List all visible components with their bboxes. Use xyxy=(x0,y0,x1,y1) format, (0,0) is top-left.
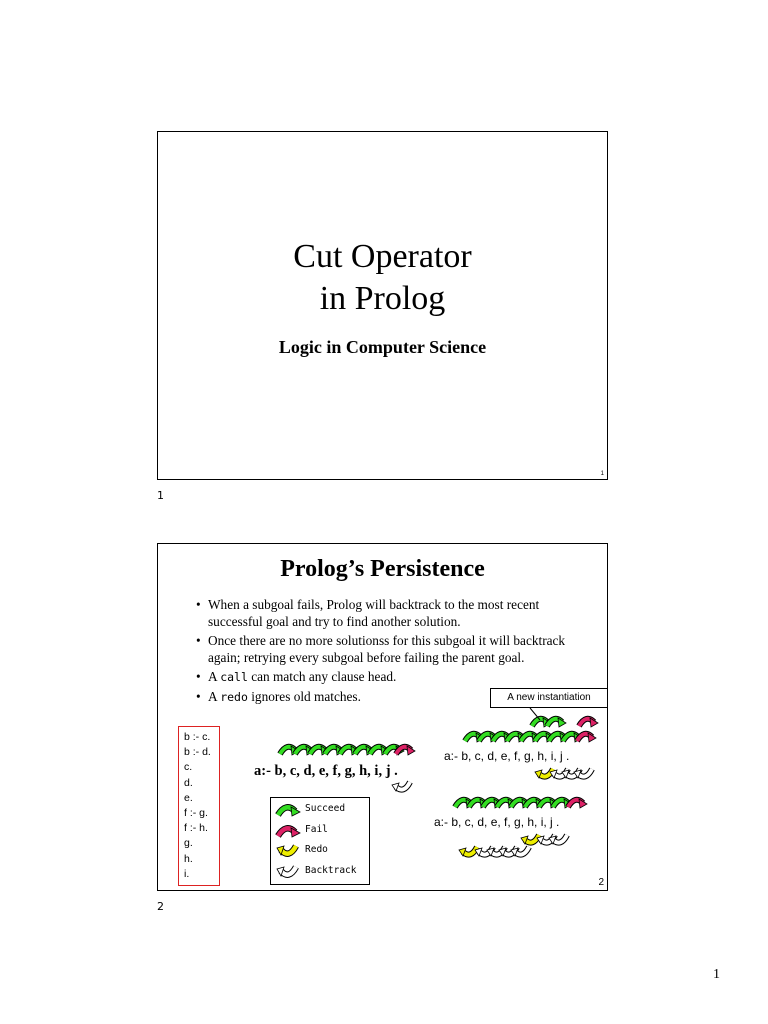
succeed-arrow-icon xyxy=(553,799,572,808)
clause-list xyxy=(178,726,220,886)
clause-line: e. xyxy=(184,791,193,804)
succeed-arrow-icon xyxy=(479,733,498,742)
succeed-arrow-icon xyxy=(493,733,512,742)
clause-line: b :- c. xyxy=(184,731,211,743)
succeed-arrow-icon xyxy=(535,733,554,742)
bullet-item xyxy=(196,669,566,686)
slide-2-title: Prolog’s Persistence xyxy=(280,556,485,582)
bullet-item xyxy=(196,597,566,630)
clause-line: i. xyxy=(184,867,190,880)
succeed-arrow-icon xyxy=(483,799,502,808)
succeed-arrow-icon xyxy=(370,746,389,755)
legend-backtrack-label: Backtrack xyxy=(305,865,357,876)
legend-fail-label: Fail xyxy=(305,824,328,835)
bullet-text: When a subgoal fails, Prolog will backtrack to the most recent successful goal and try to find another solution. xyxy=(208,597,540,629)
succeed-arrow-icon xyxy=(511,799,530,808)
backtrack-arrow-icon xyxy=(511,847,529,856)
redo-arrow-icon xyxy=(275,842,301,860)
fail-arrow-icon xyxy=(396,746,415,755)
slide-2-label: 2 xyxy=(157,900,164,913)
succeed-arrow-icon xyxy=(385,746,404,755)
succeed-arrow-icon xyxy=(275,801,301,819)
bullet-code: redo xyxy=(220,689,248,704)
succeed-arrow-icon xyxy=(465,733,484,742)
legend-succeed-label: Succeed xyxy=(305,803,346,814)
succeed-arrow-icon xyxy=(532,718,551,727)
succeed-arrow-icon xyxy=(547,718,566,727)
backtrack-arrow-icon xyxy=(499,847,517,856)
fail-arrow-icon xyxy=(568,799,587,808)
succeed-arrow-icon xyxy=(469,799,488,808)
goal-main: a:- b, c, d, e, f, g, h, i, j . xyxy=(254,763,398,779)
goal-right-top: a:- b, c, d, e, f, g, h, i, j . xyxy=(444,749,570,763)
slide-1 xyxy=(157,131,608,480)
backtrack-arrow-icon xyxy=(487,847,505,856)
slide-1-title-line-1: Cut Operator xyxy=(293,238,472,275)
backtrack-arrow-icon xyxy=(562,769,580,778)
succeed-arrow-icon xyxy=(497,799,516,808)
clause-line: c. xyxy=(184,761,193,774)
backtrack-arrow-icon xyxy=(537,835,555,844)
bullet-text: Once there are no more solutionss for this subgoal it will backtrack again; retrying every subgoal before failing the parent goal. xyxy=(208,633,566,665)
legend xyxy=(270,797,370,885)
succeed-arrow-icon xyxy=(280,746,299,755)
fail-arrow-icon xyxy=(579,718,598,727)
bullet-text-post: ignores old matches. xyxy=(247,688,361,704)
slide-1-title-line-2: in Prolog xyxy=(319,280,446,317)
redo-arrow-icon xyxy=(459,847,477,856)
succeed-arrow-icon xyxy=(563,733,582,742)
goal-right-bottom: a:- b, c, d, e, f, g, h, i, j . xyxy=(434,815,560,829)
callout-new-instantiation: A new instantiation xyxy=(490,688,608,708)
succeed-arrow-icon xyxy=(521,733,540,742)
succeed-arrow-icon xyxy=(325,746,344,755)
fail-arrow-icon xyxy=(275,822,301,840)
backtrack-arrow-icon xyxy=(574,769,592,778)
clause-line: h. xyxy=(184,852,193,865)
clause-line: g. xyxy=(184,837,193,850)
bullet-text-pre: A xyxy=(208,669,221,684)
slide-1-label: 1 xyxy=(157,489,164,502)
legend-redo-label: Redo xyxy=(305,844,328,855)
slide-1-number: 1 xyxy=(600,471,604,477)
clause-line: f :- g. xyxy=(184,807,208,820)
succeed-arrow-icon xyxy=(355,746,374,755)
redo-arrow-icon xyxy=(535,769,553,778)
bullet-text-post: can match any clause head. xyxy=(247,669,397,684)
succeed-arrow-icon xyxy=(340,746,359,755)
succeed-arrow-icon xyxy=(507,733,526,742)
bullet-text-pre: A xyxy=(208,688,221,704)
slide-2 xyxy=(157,543,608,891)
page-number: 1 xyxy=(713,967,720,982)
succeed-arrow-icon xyxy=(539,799,558,808)
callout-pointer xyxy=(530,708,540,720)
succeed-arrow-icon xyxy=(310,746,329,755)
backtrack-arrow-icon xyxy=(275,863,301,881)
slide-2-number: 2 xyxy=(598,877,604,888)
backtrack-arrow-icon xyxy=(392,782,410,791)
clause-line: b :- d. xyxy=(184,746,211,759)
backtrack-arrow-icon xyxy=(475,847,493,856)
fail-arrow-icon xyxy=(577,733,596,742)
bullet-code: call xyxy=(220,670,248,684)
backtrack-arrow-icon xyxy=(549,835,567,844)
clause-line: f :- h. xyxy=(184,822,208,835)
succeed-arrow-icon xyxy=(455,799,474,808)
succeed-arrow-icon xyxy=(295,746,314,755)
redo-arrow-icon xyxy=(521,835,539,844)
slide-1-subtitle: Logic in Computer Science xyxy=(278,337,487,357)
bullet-item xyxy=(196,633,566,666)
backtrack-arrow-icon xyxy=(550,769,568,778)
succeed-arrow-icon xyxy=(525,799,544,808)
slide-1-title xyxy=(158,236,607,320)
clause-line: d. xyxy=(184,776,193,789)
succeed-arrow-icon xyxy=(549,733,568,742)
